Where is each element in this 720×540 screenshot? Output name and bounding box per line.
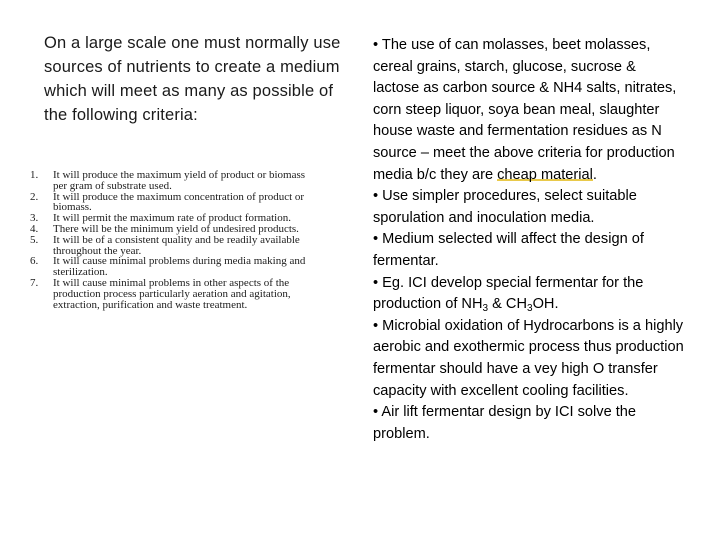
criteria-item [30, 256, 315, 278]
subscript: 3 [527, 303, 533, 315]
criteria-number: 2. [30, 190, 39, 203]
criteria-text: It will cause minimal problems in other aspects of the production process particularly aeration and agitation, extraction, purification and waste treatment. [53, 276, 291, 311]
bullet-ici-example [373, 273, 685, 316]
criteria-number: 4. [30, 222, 39, 235]
intro-text: On a large scale one must normally use sources of nutrients to create a medium which will meet as many as possible of the following criteria: [44, 34, 341, 124]
criteria-text: It will permit the maximum rate of product formation. [53, 212, 291, 225]
criteria-text: It will produce the maximum yield of product or biomass per gram of substrate used. [53, 169, 306, 192]
bullet-carbon-nitrogen-sources [373, 35, 685, 186]
bullet-content [373, 35, 685, 445]
criteria-number: 1. [30, 169, 39, 181]
bullet-medium-design: • Medium selected will affect the design of fermentar. [373, 231, 644, 269]
bullet-text: OH. [532, 296, 559, 313]
subscript: 3 [482, 303, 489, 315]
criteria-item [30, 192, 315, 214]
criteria-item [30, 170, 315, 192]
criteria-text: It will be of a consistent quality and be readily available throughout the year. [53, 233, 300, 257]
criteria-number: 7. [30, 276, 39, 289]
criteria-number: 6. [30, 255, 39, 268]
criteria-item [30, 235, 315, 257]
bullet-text: & CH [488, 296, 527, 313]
criteria-text: It will cause minimal problems during media making and sterilization. [53, 255, 306, 279]
criteria-text: It will produce the maximum concentration of product or biomass. [53, 190, 305, 214]
criteria-list [30, 170, 315, 310]
bullet-simpler-procedures: • Use simpler procedures, select suitable sporulation and inoculation media. [373, 188, 637, 226]
criteria-item [30, 278, 315, 310]
bullet-microbial-oxidation: • Microbial oxidation of Hydrocarbons is a highly aerobic and exothermic process thus production fermentar should have a vey high O transfer capacity with excellent cooling facilities. [373, 317, 684, 399]
bullet-air-lift: • Air lift fermentar design by ICI solve the problem. [373, 404, 637, 442]
highlighted-phrase: cheap material [497, 166, 593, 183]
criteria-text: There will be the minimum yield of undesired products. [53, 222, 299, 235]
bullet-text: • Eg. ICI develop special fermentar for the production of NH [373, 274, 644, 313]
bullet-text: • The use of can molasses, beet molasses, cereal grains, starch, glucose, sucrose & lactose as carbon source & NH4 salts, nitrates, corn steep liquor, soya bean meal, slaughter house waste and fermentation residues as N source – meet the above criteria for production media b/c they are [373, 37, 677, 183]
criteria-number: 3. [30, 212, 39, 225]
criteria-number: 5. [30, 233, 39, 246]
bullet-text: . [592, 166, 597, 183]
